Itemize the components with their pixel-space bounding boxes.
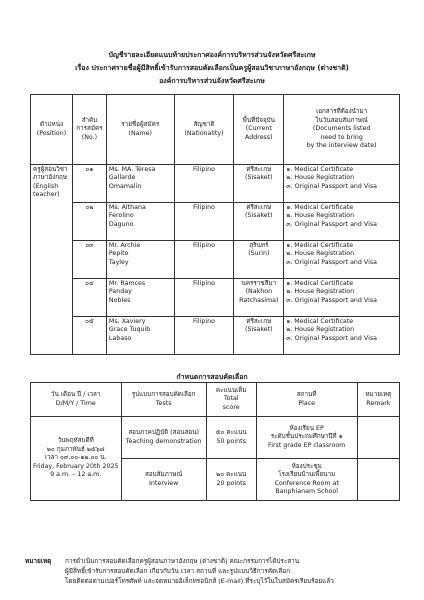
applicant-row xyxy=(31,317,400,355)
position-cell xyxy=(31,165,73,355)
place-text: Banphianam School xyxy=(275,487,339,495)
score-text: ๒๐ คะแนน xyxy=(216,471,247,479)
no-cell xyxy=(72,203,106,241)
address-text: ศรีสะเกษ xyxy=(246,166,272,173)
format-text: สอบสัมภาษณ์ xyxy=(145,471,183,479)
header-text: Place xyxy=(298,399,316,407)
header-text: การสมัคร xyxy=(76,125,103,133)
col-date xyxy=(31,383,122,417)
place-text: ห้องประชุม xyxy=(291,462,322,470)
header-text: (Position) xyxy=(36,129,67,137)
address-cell xyxy=(234,317,284,355)
documents-text: ๓. Original Passport and Visa xyxy=(286,258,377,266)
nationality-cell xyxy=(174,241,234,279)
place-text: ห้องเรียน EP xyxy=(289,424,324,432)
note-line: การดำเนินการสอบคัดเลือกครูผู้สอนภาษาอังกฤษ (ต่างชาติ) คณะกรรมการได้ประสาน xyxy=(65,557,300,565)
documents-text: ๑. Medical Certificate xyxy=(286,204,354,211)
schedule-table xyxy=(30,382,400,501)
documents-text: ๒. House Registration xyxy=(286,174,355,182)
applicant-row xyxy=(31,241,400,279)
address-text: (Surin) xyxy=(248,250,270,258)
score-cell xyxy=(206,459,256,501)
header-text: Tests xyxy=(155,399,172,407)
documents-cell xyxy=(284,317,400,355)
documents-text: ๒. House Registration xyxy=(286,288,355,296)
applicant-row xyxy=(31,279,400,317)
name-text: Mr. Ramces xyxy=(108,280,146,287)
date-cell xyxy=(31,417,122,501)
note-label: หมายเหตุ xyxy=(25,557,52,565)
place-text: First grade EP classroom xyxy=(268,441,346,449)
remark-cell xyxy=(357,459,399,501)
header-text: หมายเหตุ xyxy=(365,391,392,399)
nationality-text: Filipino xyxy=(193,204,216,211)
nationality-cell xyxy=(174,279,234,317)
address-cell xyxy=(234,241,284,279)
name-text: Ms. Xaviery xyxy=(108,318,146,325)
no-cell xyxy=(72,317,106,355)
no-cell xyxy=(72,279,106,317)
remark-cell xyxy=(357,417,399,459)
header-text: Total xyxy=(223,395,239,403)
col-no xyxy=(72,95,106,165)
note-text xyxy=(45,556,405,586)
address-text: สุรินทร์ xyxy=(249,242,269,249)
documents-cell xyxy=(284,203,400,241)
format-cell xyxy=(121,459,206,501)
documents-text: ๓. Original Passport and Visa xyxy=(286,182,377,190)
name-text: Panday xyxy=(108,288,132,296)
doc-title-line3: องค์การบริหารส่วนจังหวัดศรีสะเกษ xyxy=(159,77,265,85)
address-cell xyxy=(234,279,284,317)
header-text: คะแนนเต็ม xyxy=(215,386,247,394)
nationality-text: Filipino xyxy=(193,280,216,287)
name-text: Omamalin xyxy=(108,182,142,190)
score-text: ๕๐ คะแนน xyxy=(215,429,247,437)
documents-text: ๒. House Registration xyxy=(286,250,355,258)
documents-text: ๒. House Registration xyxy=(286,326,355,334)
header-text: พื้นที่ปัจจุบัน xyxy=(242,116,275,124)
format-text: Teaching demonstration xyxy=(125,437,202,445)
documents-text: ๑. Medical Certificate xyxy=(286,242,354,249)
header-text: เอกสารที่ต้องนำมา xyxy=(316,108,368,116)
name-text: Pepito xyxy=(108,250,129,258)
position-text: (English xyxy=(33,182,59,190)
note-line: โดยติดต่อตามเบอร์โทรศัพท์ และจดหมายอิเล็กทรอนิกส์ (E-mail) ที่ระบุไว้ในใบสมัครเรียบร้อยแล้ว xyxy=(65,577,334,585)
header-text: (No.) xyxy=(81,133,98,141)
nationality-cell xyxy=(174,203,234,241)
position-text: teacher) xyxy=(33,191,60,199)
header-text: สถานที่ xyxy=(296,391,317,399)
applicant-row xyxy=(31,203,400,241)
col-remark xyxy=(357,383,399,417)
documents-text: ๑. Medical Certificate xyxy=(286,166,354,173)
documents-cell xyxy=(284,165,400,203)
address-cell xyxy=(234,165,284,203)
no-text: ๐๔ xyxy=(85,280,94,287)
header-text: รายชื่อผู้สมัคร xyxy=(121,121,160,129)
name-cell xyxy=(106,165,174,203)
note-line: ผู้มีสิทธิ์เข้ารับการสอบคัดเลือก เกี่ยวกับวัน เวลา สถานที่ และรูปแบบวิธีการคัดเลือก xyxy=(65,567,290,575)
header-text: Remark xyxy=(366,399,391,407)
nationality-text: Filipino xyxy=(193,242,216,249)
documents-text: ๑. Medical Certificate xyxy=(286,280,354,287)
doc-title-line2: เรื่อง ประกาศรายชื่อผู้มีสิทธิ์เข้ารับการสอบคัดเลือกเป็นครูผู้สอนวิชาภาษาอังกฤษ (ต่างชาติ) xyxy=(75,64,349,72)
header-text: (Nationality) xyxy=(184,129,224,137)
no-text: ๐๓ xyxy=(85,242,94,249)
no-text: ๐๕ xyxy=(85,318,94,325)
format-text: สอบภาคปฏิบัติ (สอนสอน) xyxy=(128,429,199,437)
nationality-text: Filipino xyxy=(193,166,216,173)
name-text: Mr. Archie xyxy=(108,242,141,249)
header-text: by the interview date) xyxy=(306,142,377,150)
col-name xyxy=(106,95,174,165)
col-place xyxy=(256,383,357,417)
documents-text: ๑. Medical Certificate xyxy=(286,318,354,325)
col-format xyxy=(121,383,206,417)
score-cell xyxy=(206,417,256,459)
no-cell xyxy=(72,241,106,279)
date-text: วันพฤหัสบดีที่ xyxy=(57,437,94,445)
col-nationality xyxy=(174,95,234,165)
address-text: Ratchasima) xyxy=(239,296,279,304)
place-text: ระดับชั้นประถมศึกษาปีที่ ๑ xyxy=(270,433,343,441)
applicants-table xyxy=(30,94,400,355)
place-text: โรงเรียนบ้านเพี้ยนาม xyxy=(278,471,336,479)
name-text: Grace Tuquib xyxy=(108,326,151,334)
schedule-title: กำหนดการสอบคัดเลือก xyxy=(176,373,248,381)
score-text: 20 points xyxy=(216,479,246,487)
header-text: รูปแบบการสอบคัดเลือก xyxy=(131,391,196,399)
place-text: Conference Room at xyxy=(274,479,339,487)
header-text: Address) xyxy=(245,133,273,141)
no-cell xyxy=(72,165,106,203)
applicants-header-row xyxy=(31,95,400,165)
date-text: ๒๐ กุมภาพันธ์ ๒๕๖๘ xyxy=(46,445,105,453)
doc-title-line1: บัญชีรายละเอียดแนบท้ายประกาศองค์การบริหารส่วนจังหวัดศรีสะเกษ xyxy=(108,51,316,59)
col-score xyxy=(206,383,256,417)
nationality-cell xyxy=(174,317,234,355)
date-text: 9 a.m. – 12 a.m. xyxy=(50,471,102,479)
address-text: ศรีสะเกษ xyxy=(246,204,272,211)
header-text: วัน เดือน ปี / เวลา xyxy=(51,391,101,399)
position-text: ภาษาอังกฤษ xyxy=(33,174,68,182)
no-text: ๐๑ xyxy=(85,166,94,173)
format-cell xyxy=(121,417,206,459)
place-cell xyxy=(256,459,357,501)
format-text: Interview xyxy=(149,479,179,487)
address-text: นครราชสีมา xyxy=(241,280,277,287)
address-text: (Sisaket) xyxy=(245,326,273,334)
address-cell xyxy=(234,203,284,241)
schedule-row xyxy=(31,417,400,459)
header-text: (Current xyxy=(245,125,272,133)
header-text: need to bring xyxy=(320,133,363,141)
date-text: Friday, February 20th 2025 xyxy=(33,462,119,470)
position-text: ครูผู้สอนวิชา xyxy=(33,166,68,173)
header-text: score xyxy=(222,403,240,411)
name-text: Gallarde xyxy=(108,174,136,182)
name-cell xyxy=(106,203,174,241)
address-text: (Sisaket) xyxy=(245,212,273,220)
address-text: (Nakhon xyxy=(245,288,273,296)
address-text: ศรีสะเกษ xyxy=(246,318,272,325)
date-text: เวลา ๐๙.๐๐-๑๒.๐๐ น. xyxy=(44,454,107,462)
header-text: ลำดับ xyxy=(81,116,98,124)
name-text: Ms. Althana xyxy=(108,204,146,211)
documents-text: ๒. House Registration xyxy=(286,212,355,220)
name-cell xyxy=(106,279,174,317)
name-text: Nobles xyxy=(108,296,131,304)
header-text: (Documents listed xyxy=(312,125,371,133)
header-text: ในวันสอบสัมภาษณ์ xyxy=(315,116,368,124)
nationality-cell xyxy=(174,165,234,203)
header-text: (Name) xyxy=(128,129,153,137)
place-cell xyxy=(256,417,357,459)
name-cell xyxy=(106,317,174,355)
documents-cell xyxy=(284,279,400,317)
name-text: Labaso xyxy=(108,334,132,342)
col-position xyxy=(31,95,73,165)
applicant-row xyxy=(31,165,400,203)
name-text: Ms. MA. Teresa xyxy=(108,166,156,173)
name-text: Daguno xyxy=(108,220,134,228)
header-text: สัญชาติ xyxy=(193,121,215,129)
documents-cell xyxy=(284,241,400,279)
header-text: D/M/Y / Time xyxy=(55,399,96,407)
name-text: Ferolino xyxy=(108,212,134,220)
schedule-header-row xyxy=(31,383,400,417)
address-text: (Sisaket) xyxy=(245,174,273,182)
col-address xyxy=(234,95,284,165)
name-cell xyxy=(106,241,174,279)
col-documents xyxy=(284,95,400,165)
name-text: Tayley xyxy=(108,258,129,266)
nationality-text: Filipino xyxy=(193,318,216,325)
documents-text: ๓. Original Passport and Visa xyxy=(286,334,377,342)
score-text: 50 points xyxy=(216,437,246,445)
note xyxy=(25,556,405,586)
documents-text: ๓. Original Passport and Visa xyxy=(286,296,377,304)
documents-text: ๓. Original Passport and Visa xyxy=(286,220,377,228)
header-text: ตำแหน่ง xyxy=(39,121,64,129)
no-text: ๐๒ xyxy=(85,204,94,211)
